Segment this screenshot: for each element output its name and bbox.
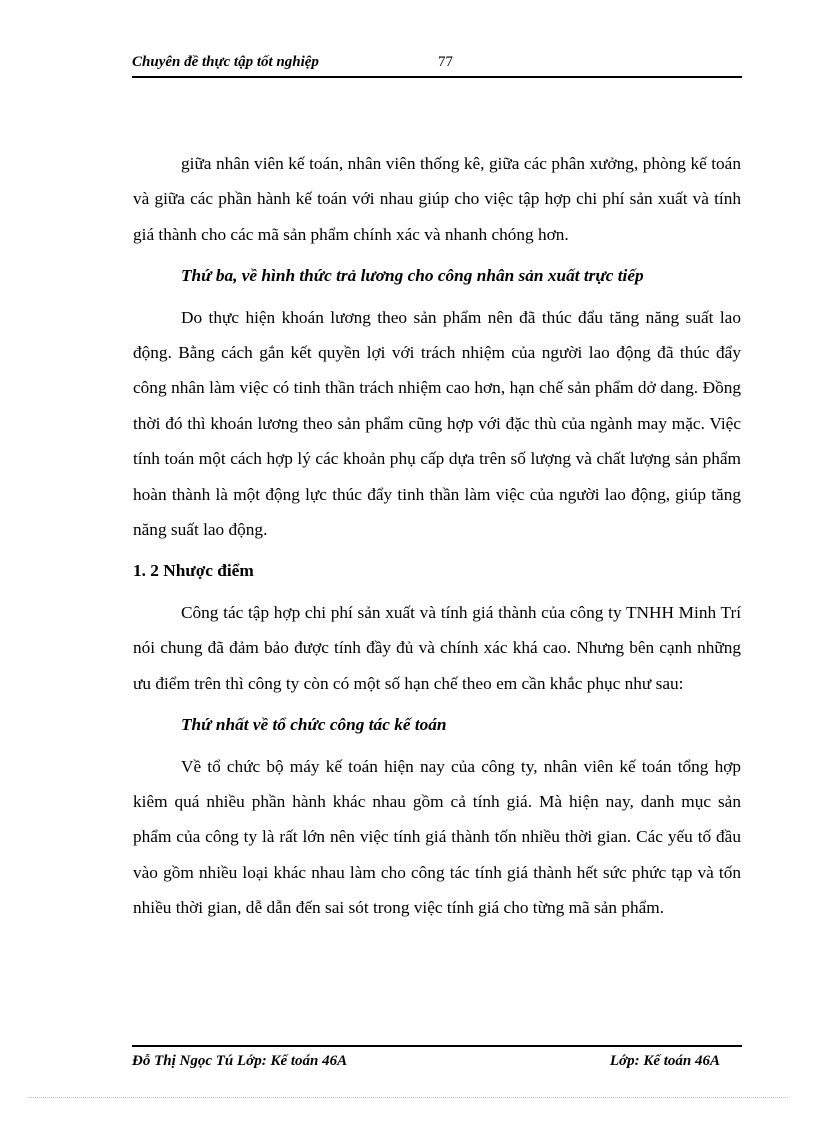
section-heading-weaknesses: 1. 2 Nhược điểm xyxy=(133,561,254,581)
subheading-third-wages: Thứ ba, về hình thức trả lương cho công nhân sản xuất trực tiếp xyxy=(181,266,644,286)
paragraph-organization: Về tổ chức bộ máy kế toán hiện nay của công ty, nhân viên kế toán tổng hợp kiêm quá nhiều phần hành khác nhau gồm cả tính giá. Mà hiện nay, danh mục sản phẩm của công ty là rất lớn nên việc tính giá thành tốn nhiều thời gian. Các yếu tố đầu vào gồm nhiều loại khác nhau làm cho công tác tính giá thành hết sức phức tạp và tốn nhiều thời gian, dễ dẫn đến sai sót trong việc tính giá cho từng mã sản phẩm. xyxy=(133,756,741,918)
page-content xyxy=(133,146,741,926)
footer-author: Đỗ Thị Ngọc Tú Lớp: Kế toán 46A xyxy=(132,1053,348,1069)
page-bottom-divider xyxy=(28,1097,788,1098)
document-title: Chuyên đề thực tập tốt nghiệp xyxy=(132,54,319,70)
page-number: 77 xyxy=(438,54,453,70)
footer-class: Lớp: Kế toán 46A xyxy=(609,1053,720,1069)
paragraph-weaknesses-intro: Công tác tập hợp chi phí sản xuất và tính giá thành của công ty TNHH Minh Trí nói chung đã đảm bảo được tính đầy đủ và chính xác khá cao. Nhưng bên cạnh những ưu điểm trên thì công ty còn có một số hạn chế theo em cần khắc phục như sau: xyxy=(133,602,741,693)
paragraph-wages: Do thực hiện khoán lương theo sản phẩm nên đã thúc đẩu tăng năng suất lao động. Bằng cách gắn kết quyền lợi với trách nhiệm của người lao động đã thúc đẩy công nhân làm việc có tinh thần trách nhiệm cao hơn, hạn chế sản phẩm dở dang. Đồng thời đó thì khoán lương theo sản phẩm cũng hợp với đặc thù của ngành may mặc. Việc tính toán một cách hợp lý các khoản phụ cấp dựa trên số lượng và chất lượng sản phẩm hoàn thành là một động lực thúc đẩy tinh thần làm việc của người lao động, giúp tăng năng suất lao động. xyxy=(133,307,741,540)
page-header xyxy=(132,52,742,78)
page-footer xyxy=(132,1045,742,1069)
paragraph-continuation: giữa nhân viên kế toán, nhân viên thống kê, giữa các phân xưởng, phòng kế toán và giữa các phần hành kế toán với nhau giúp cho việc tập hợp chi phí sản xuất và tính giá thành cho các mã sản phẩm chính xác và nhanh chóng hơn. xyxy=(133,154,741,244)
subheading-first-organization: Thứ nhất về tổ chức công tác kế toán xyxy=(181,715,447,735)
